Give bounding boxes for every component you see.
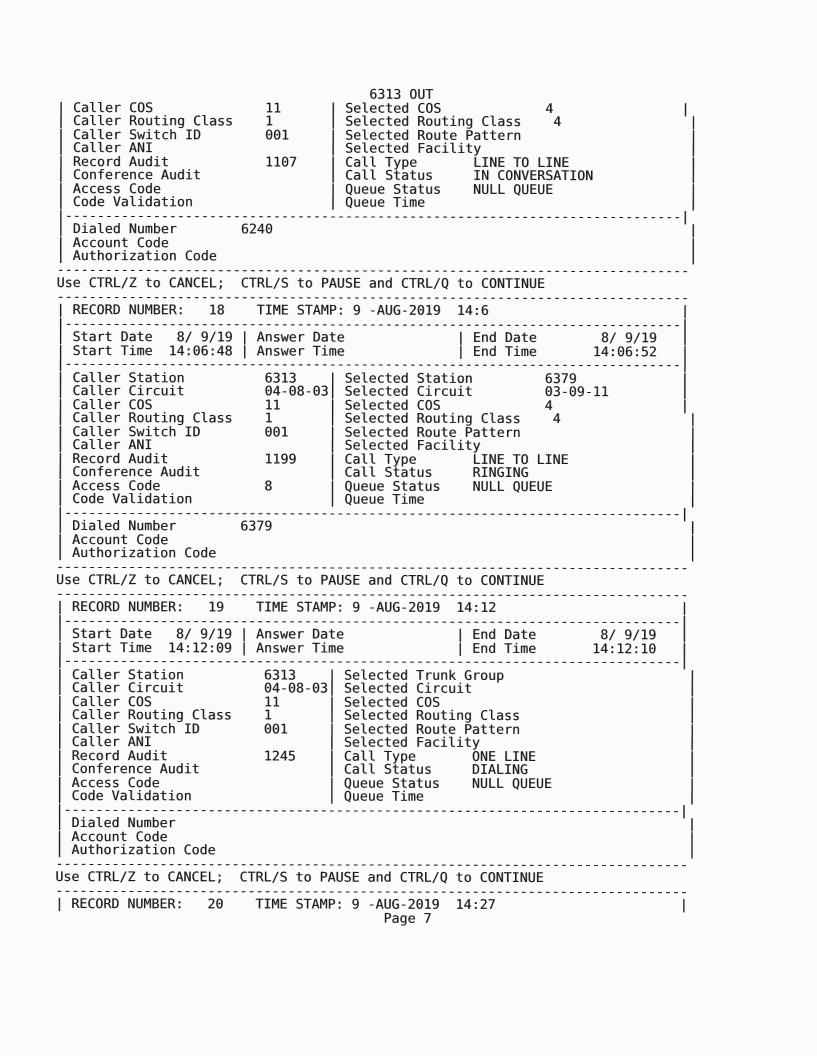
record-17-continuation: 6313 OUT | Caller COS 11 | Selected COS 4 | | Caller Routing Class 1 | Selected Routing Class 4 | | Caller Switch ID 001 | Selected Route Pattern | | Caller ANI | Selected Facility | | Record Audit 1107 | Call Type LINE TO LINE | | Conference Audit | Call Status IN CONVERSATION | | Access Code | Queue Status NULL QUEUE | | Code Validation | Queue Time | |-----------------------------------------------------------------------------| | Dialed Number 6240 | | Account Code | | Authorization Code | -------------------------------------------------------------------------------: [56, 87, 698, 279]
printout-text-block: [55, 88, 697, 926]
prompt-line-3: Use CTRL/Z to CANCEL; CTRL/S to PAUSE and CTRL/Q to CONTINUE: [55, 869, 544, 887]
prompt-line-1: Use CTRL/Z to CANCEL; CTRL/S to PAUSE and CTRL/Q to CONTINUE: [56, 275, 545, 293]
page-number: Page 7: [55, 910, 432, 927]
record-19: ------------------------------------------------------------------------------- | RECORD NUMBER: 19 TIME STAMP: 9 -AUG-2019 14:12 | |-----------------------------------------------------------------------------| | Start Date 8/ 9/19 | Answer Date | End Date 8/ 9/19 | | Start Time 14:12:09 | Answer Time | End Time 14:12:10 | |-----------------------------------------------------------------------------| | Caller Station 6313 | Selected Trunk Group | | Caller Circuit 04-08-03| Selected Circuit | | Caller COS 11 | Selected COS | | Caller Routing Class 1 | Selected Routing Class | | Caller Switch ID 001 | Selected Route Pattern | | Caller ANI | Selected Facility | | Record Audit 1245 | Call Type ONE LINE | | Conference Audit | Call Status DIALING | | Access Code | Queue Status NULL QUEUE | | Code Validation | Queue Time | |-----------------------------------------------------------------------------| | Dialed Number | | Account Code | | Authorization Code | -------------------------------------------------------------------------------: [55, 586, 697, 873]
prompt-line-2: Use CTRL/Z to CANCEL; CTRL/S to PAUSE and CTRL/Q to CONTINUE: [55, 572, 545, 590]
record-18: ------------------------------------------------------------------------------- | RECORD NUMBER: 18 TIME STAMP: 9 -AUG-2019 14:6 | |-----------------------------------------------------------------------------| | Start Date 8/ 9/19 | Answer Date | End Date 8/ 9/19 | | Start Time 14:06:48 | Answer Time | End Time 14:06:52 | |-----------------------------------------------------------------------------| | Caller Station 6313 | Selected Station 6379 | | Caller Circuit 04-08-03| Selected Circuit 03-09-11 | | Caller COS 11 | Selected COS 4 | | Caller Routing Class 1 | Selected Routing Class 4 | | Caller Switch ID 001 | Selected Route Pattern | | Caller ANI | Selected Facility | | Record Audit 1199 | Call Type LINE TO LINE | | Conference Audit | Call Status RINGING | | Access Code 8 | Queue Status NULL QUEUE | | Code Validation | Queue Time | |-----------------------------------------------------------------------------| | Dialed Number 6379 | | Account Code | | Authorization Code | -------------------------------------------------------------------------------: [55, 289, 697, 576]
record-20-header: ------------------------------------------------------------------------------- | RECORD NUMBER: 20 TIME STAMP: 9 -AUG-2019 14:27 |: [55, 883, 688, 914]
